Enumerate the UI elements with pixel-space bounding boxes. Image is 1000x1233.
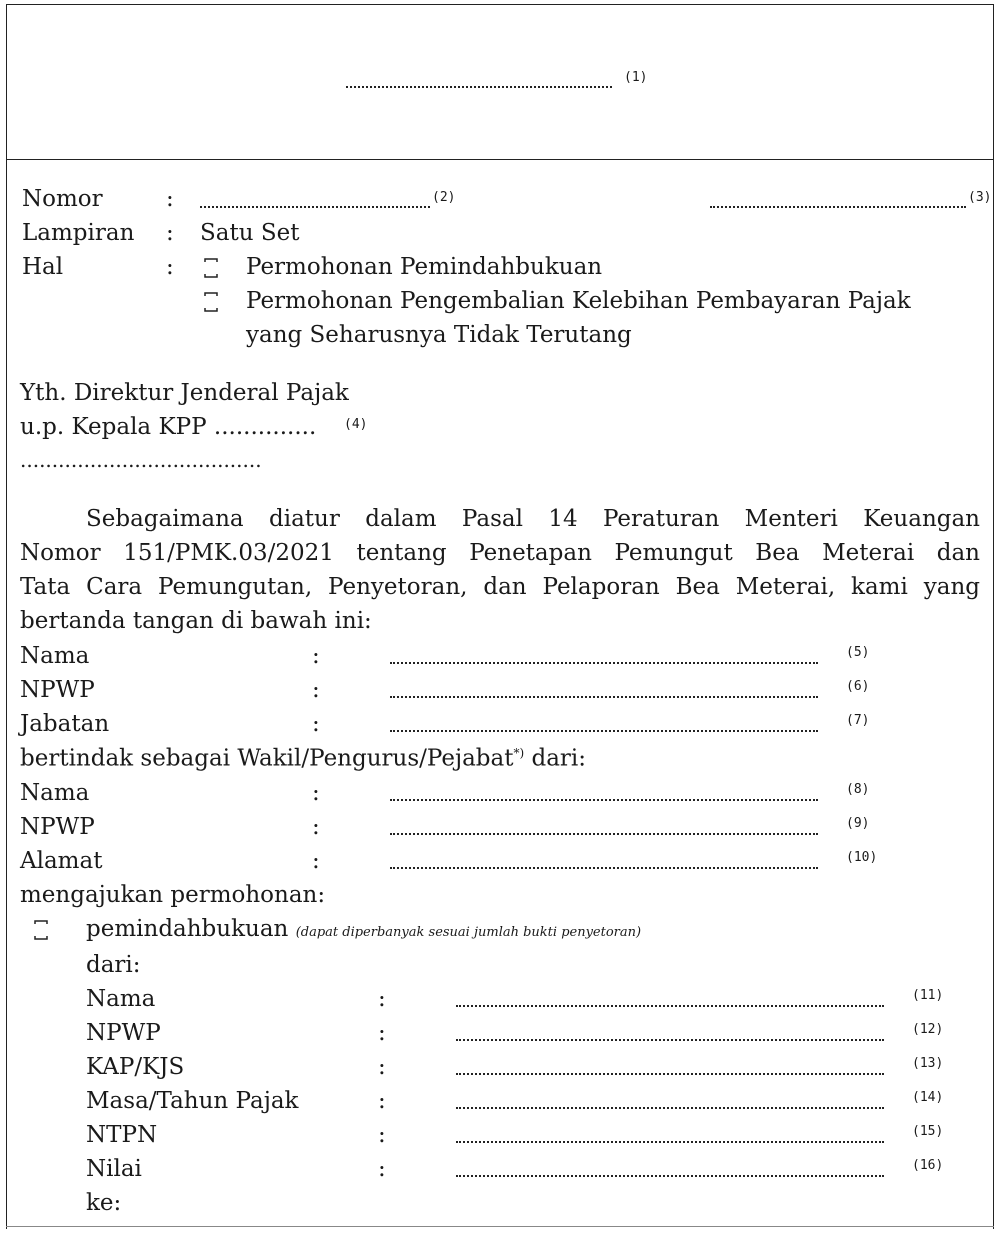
ref-15: (15) — [912, 1124, 944, 1139]
ref-2: (2) — [432, 190, 456, 205]
transfer-npwp-label: NPWP — [86, 1020, 161, 1046]
pemindahbukuan-line — [86, 918, 641, 941]
ref-12: (12) — [912, 1022, 944, 1037]
transfer-masa-colon: : — [378, 1088, 386, 1114]
entity-nama-label: Nama — [20, 780, 90, 806]
signer-jabatan-colon: : — [312, 711, 320, 737]
signer-npwp-label: NPWP — [20, 677, 95, 703]
signer-npwp-dots[interactable] — [390, 696, 818, 698]
letterhead-box — [6, 4, 994, 160]
ref-5: (5) — [846, 645, 870, 660]
pemindahbukuan-note: (dapat diperbanyak sesuai jumlah bukti penyetoran) — [295, 925, 642, 940]
entity-alamat-dots[interactable] — [390, 867, 818, 869]
request-intro: mengajukan permohonan: — [20, 882, 326, 908]
signer-nama-label: Nama — [20, 643, 90, 669]
addressee-line3: ...................................... — [20, 448, 262, 472]
transfer-nilai-label: Nilai — [86, 1156, 142, 1182]
transfer-masa-label: Masa/Tahun Pajak — [86, 1088, 299, 1114]
intro-paragraph — [20, 502, 980, 638]
hal-option-2-label-line2: yang Seharusnya Tidak Terutang — [246, 322, 632, 348]
ref-6: (6) — [846, 679, 870, 694]
lampiran-label: Lampiran — [22, 220, 135, 246]
transfer-masa-dots[interactable] — [456, 1107, 884, 1109]
transfer-nilai-dots[interactable] — [456, 1175, 884, 1177]
ref-1: (1) — [624, 70, 648, 85]
transfer-npwp-dots[interactable] — [456, 1039, 884, 1041]
ref-3: (3) — [968, 190, 992, 205]
entity-npwp-label: NPWP — [20, 814, 95, 840]
transfer-kap-label: KAP/KJS — [86, 1054, 185, 1080]
to-label: ke: — [86, 1190, 122, 1216]
pemindahbukuan-label: pemindahbukuan — [86, 916, 289, 942]
hal-option-1-label: Permohonan Pemindahbukuan — [246, 254, 603, 280]
entity-npwp-dots[interactable] — [390, 833, 818, 835]
nomor-label: Nomor — [22, 186, 103, 212]
ref-8: (8) — [846, 782, 870, 797]
entity-nama-colon: : — [312, 780, 320, 806]
entity-alamat-colon: : — [312, 848, 320, 874]
signer-jabatan-dots[interactable] — [390, 730, 818, 732]
ref-16: (16) — [912, 1158, 944, 1173]
transfer-nama-colon: : — [378, 986, 386, 1012]
addressee-line2: u.p. Kepala KPP .............. — [20, 414, 317, 440]
signer-nama-dots[interactable] — [390, 662, 818, 664]
transfer-kap-colon: : — [378, 1054, 386, 1080]
transfer-npwp-colon: : — [378, 1020, 386, 1046]
hal-option-2-checkbox[interactable] — [204, 292, 218, 310]
hal-colon: : — [166, 254, 174, 280]
ref-4: (4) — [344, 417, 368, 432]
hal-label: Hal — [22, 254, 64, 280]
addressee-line1: Yth. Direktur Jenderal Pajak — [20, 380, 349, 406]
transfer-ntpn-dots[interactable] — [456, 1141, 884, 1143]
pemindahbukuan-checkbox[interactable] — [34, 920, 48, 938]
ref-14: (14) — [912, 1090, 944, 1105]
signer-jabatan-label: Jabatan — [20, 711, 110, 737]
acting-as-tail: dari: — [531, 745, 587, 772]
letterhead-placeholder-dots — [346, 86, 612, 88]
signer-nama-colon: : — [312, 643, 320, 669]
lampiran-colon: : — [166, 220, 174, 246]
intro-line1: Sebagaimana diatur dalam Pasal 14 Peraturan Menteri Keuangan — [86, 506, 980, 532]
entity-nama-dots[interactable] — [390, 799, 818, 801]
bottom-divider — [6, 1226, 994, 1227]
transfer-nama-dots[interactable] — [456, 1005, 884, 1007]
intro-line2: Nomor 151/PMK.03/2021 tentang Penetapan Pemungut Bea Meterai dan — [20, 540, 980, 566]
signer-npwp-colon: : — [312, 677, 320, 703]
ref-11: (11) — [912, 988, 944, 1003]
hal-option-1-checkbox[interactable] — [204, 258, 218, 276]
acting-as-mark: *) — [513, 746, 525, 760]
lampiran-value: Satu Set — [200, 220, 300, 246]
ref-10: (10) — [846, 850, 878, 865]
entity-alamat-label: Alamat — [20, 848, 103, 874]
intro-line3: Tata Cara Pemungutan, Penyetoran, dan Pelaporan Bea Meterai, kami yang — [20, 574, 980, 600]
entity-npwp-colon: : — [312, 814, 320, 840]
nomor-colon: : — [166, 186, 174, 212]
transfer-kap-dots[interactable] — [456, 1073, 884, 1075]
transfer-nama-label: Nama — [86, 986, 156, 1012]
transfer-ntpn-label: NTPN — [86, 1122, 158, 1148]
acting-as-text: bertindak sebagai Wakil/Pengurus/Pejabat — [20, 745, 514, 772]
ref-13: (13) — [912, 1056, 944, 1071]
transfer-nilai-colon: : — [378, 1156, 386, 1182]
ref-7: (7) — [846, 713, 870, 728]
ref-9: (9) — [846, 816, 870, 831]
hal-option-2-label-line1: Permohonan Pengembalian Kelebihan Pembayaran Pajak — [246, 288, 911, 314]
date-dots[interactable] — [710, 206, 966, 208]
from-label: dari: — [86, 952, 141, 978]
intro-line4: bertanda tangan di bawah ini: — [20, 608, 372, 634]
nomor-dots[interactable] — [200, 206, 430, 208]
transfer-ntpn-colon: : — [378, 1122, 386, 1148]
acting-as-line — [20, 747, 586, 771]
